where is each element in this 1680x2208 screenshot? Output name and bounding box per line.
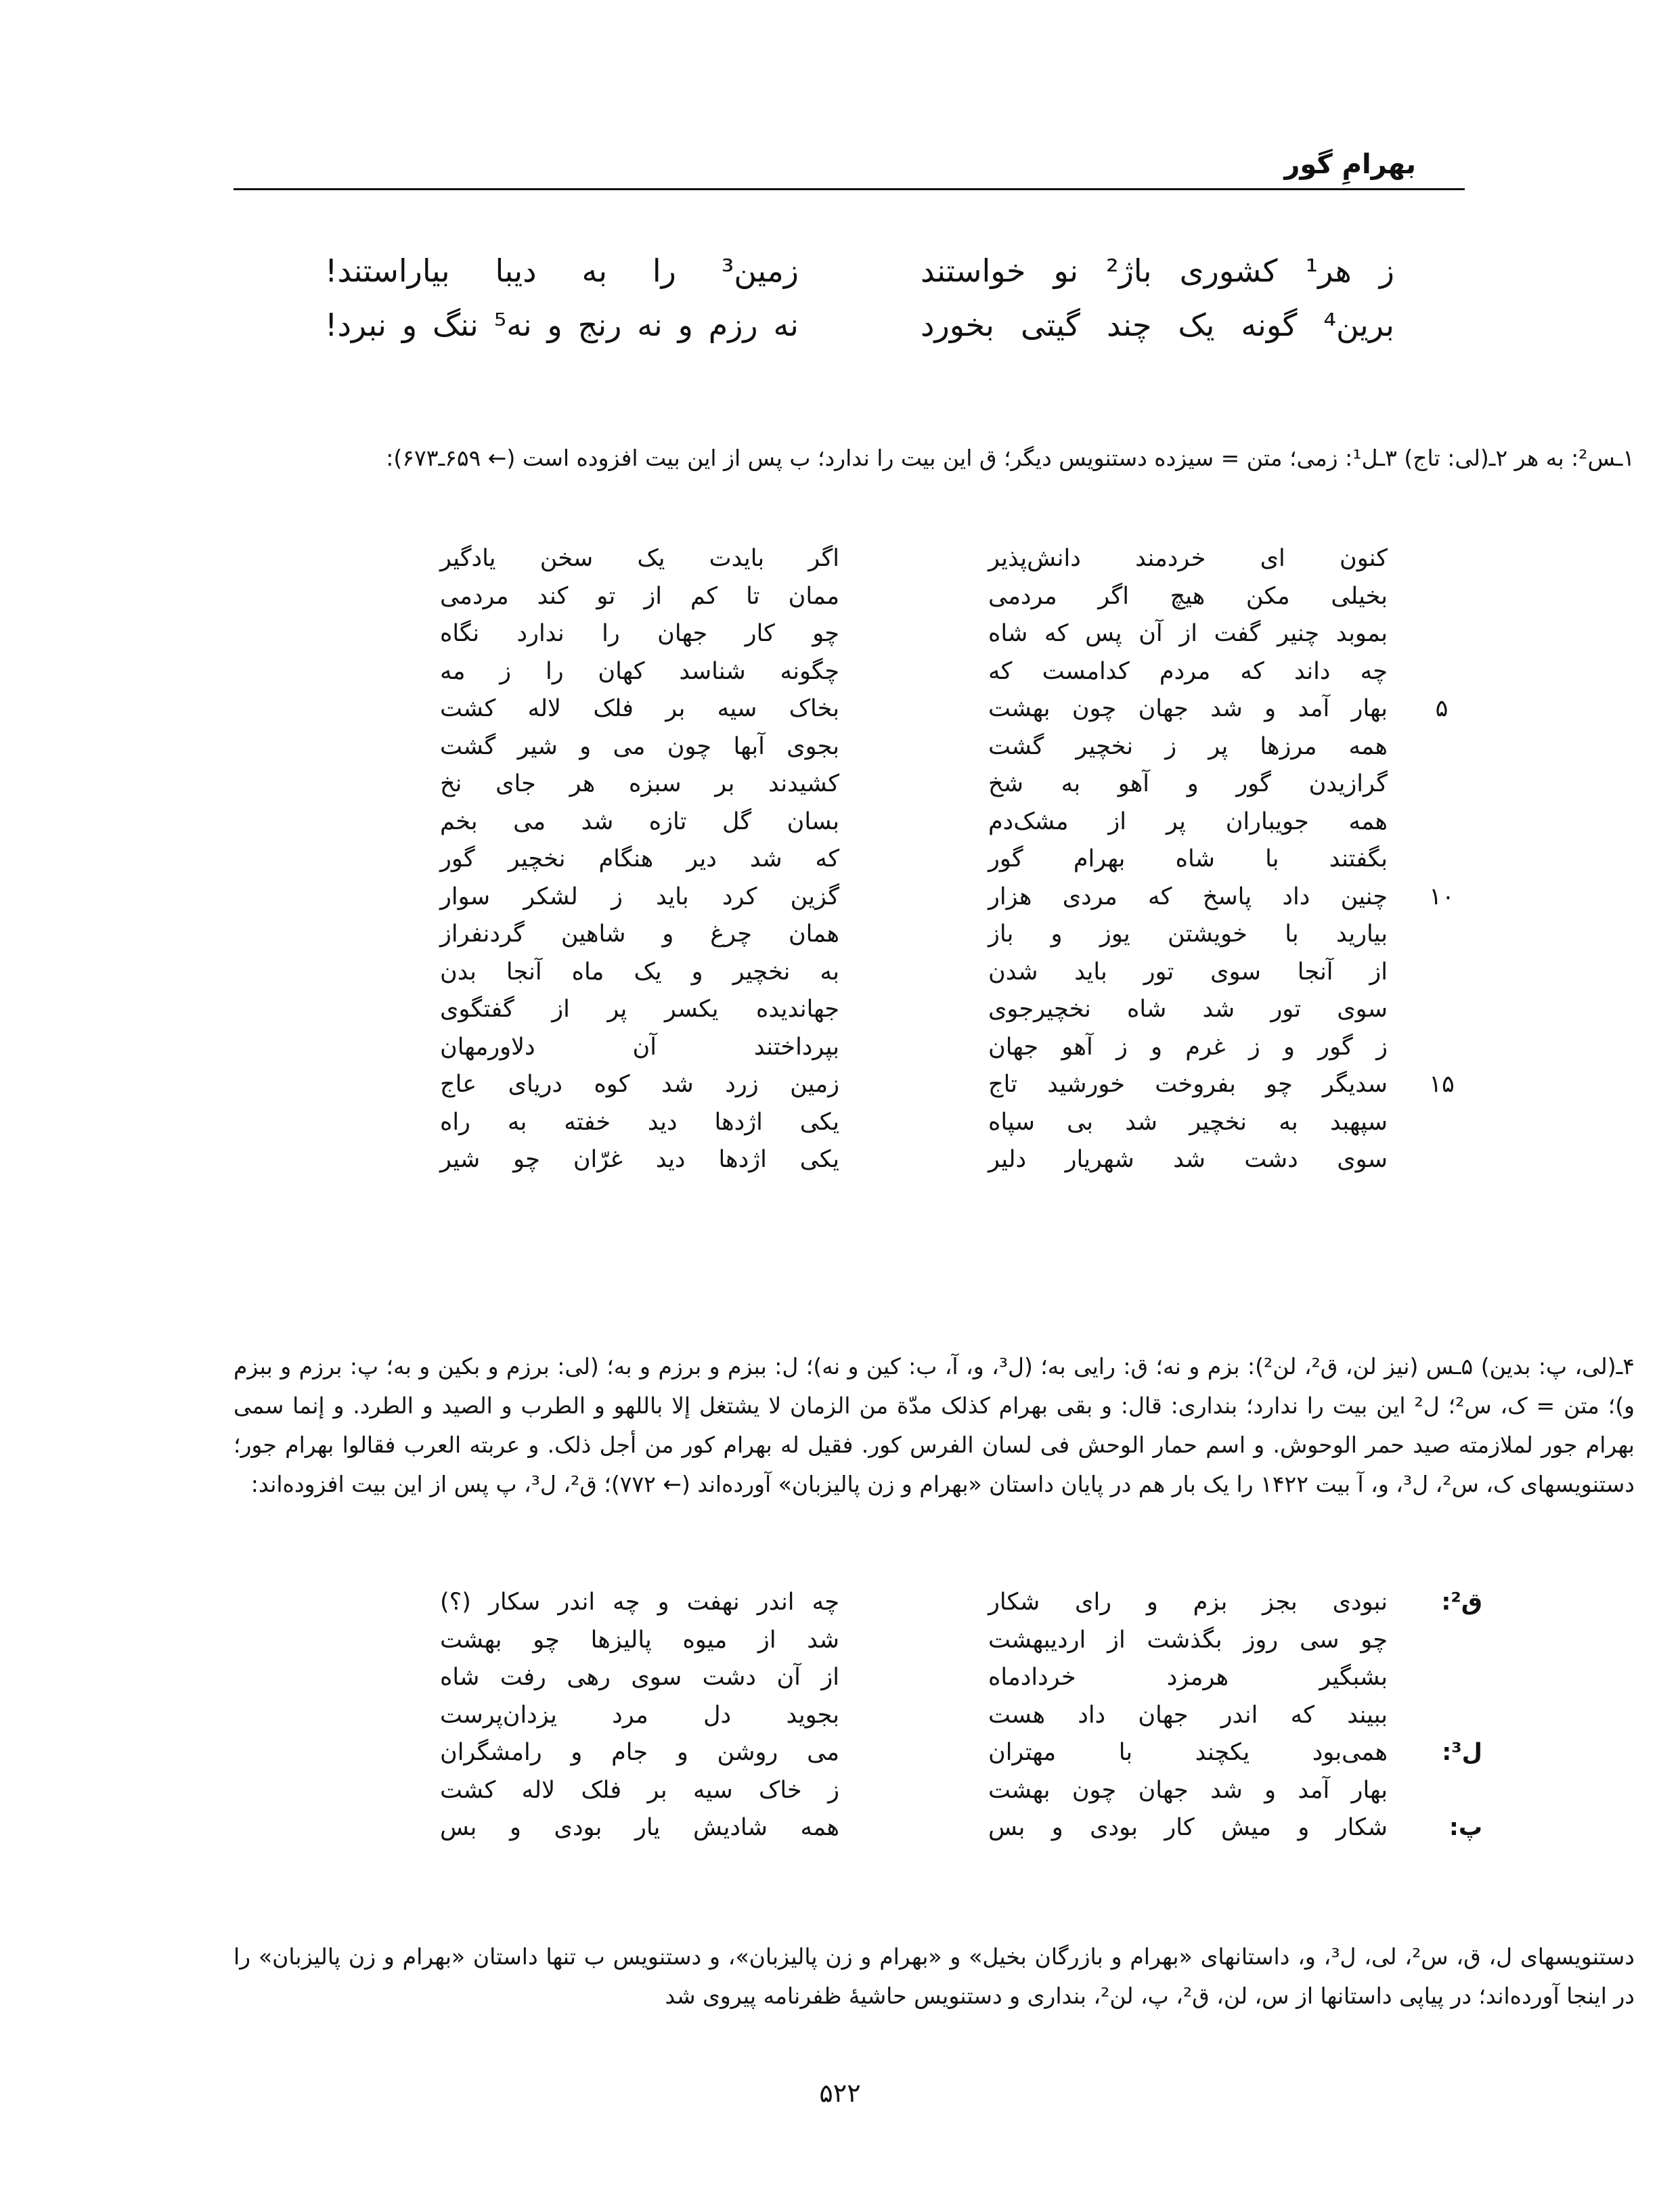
header-rule — [234, 188, 1465, 190]
verse-row — [440, 1697, 1388, 1735]
hemistich-right: بهار آمد و شد جهان چون بهشت — [988, 695, 1388, 722]
verse-row — [440, 1659, 1388, 1697]
couplet — [325, 298, 1394, 352]
hemistich-right: سوی دشت شد شهریار دلیر — [988, 1146, 1388, 1173]
hemistich-left: یکی اژدها دید خفته به راه — [440, 1108, 839, 1136]
verse-row — [440, 1622, 1388, 1660]
hemistich-right: چه داند که مردم کدامست که — [988, 657, 1388, 685]
hemistich-right: بموبد چنیر گفت از آن پس که شاه — [988, 620, 1388, 647]
hemistich-left: چه اندر نهفت و چه اندر سکار (؟) — [440, 1589, 839, 1616]
hemistich-right: سوی تور شد شاه نخچیرجوی — [988, 996, 1388, 1023]
hemistich-left: چو کار جهان را ندارد نگاه — [440, 620, 839, 647]
hemistich-right: همه جویباران پر از مشک‌دم — [988, 808, 1388, 835]
verse-row — [440, 916, 1388, 954]
verse-row — [440, 615, 1388, 653]
verse-row — [440, 954, 1388, 992]
hemistich-left: از آن دشت سوی رهی رفت شاه — [440, 1664, 839, 1691]
hemistich-right: ببیند که اندر جهان داد هست — [988, 1701, 1388, 1729]
hemistich-right: از آنجا سوی تور باید شدن — [988, 958, 1388, 986]
hemistich-right: بشبگیر هرمزد خردادماه — [988, 1664, 1388, 1691]
verse-row — [440, 991, 1388, 1029]
hemistich-left: بپرداختند آن دلاورمهان — [440, 1033, 839, 1061]
verse-row — [440, 766, 1388, 803]
hemistich-right: چو سی روز بگذشت از اردیبهشت — [988, 1626, 1388, 1654]
verse-row — [440, 1066, 1455, 1104]
verse-row — [440, 540, 1388, 578]
hemistich-left: زمین³ را به دیبا بیاراستند! — [325, 252, 799, 289]
verse-row — [440, 653, 1388, 691]
hemistich-left: کشیدند بر سبزه هر جای نخ — [440, 770, 839, 797]
hemistich-left: اگر بایدت یک سخن یادگیر — [440, 545, 839, 572]
hemistich-right: چنین داد پاسخ که مردی هزار — [988, 883, 1388, 910]
hemistich-left: بجوید دل مرد یزدان‌پرست — [440, 1701, 839, 1729]
verse-row — [440, 690, 1449, 728]
hemistich-right: ز هر¹ کشوری باژ² نو خواستند — [921, 252, 1394, 289]
hemistich-right: همه مرزها پر ز نخچیر گشت — [988, 732, 1388, 760]
hemistich-right: کنون ای خردمند دانش‌پذیر — [988, 545, 1388, 572]
hemistich-right: شکار و میش کار بودی و بس — [988, 1814, 1388, 1841]
hemistich-left: شد از میوه پالیزها چو بهشت — [440, 1626, 839, 1654]
couplet — [325, 244, 1394, 298]
hemistich-right: گرازیدن گور و آهو به شخ — [988, 770, 1388, 797]
verse-row — [440, 879, 1455, 917]
added-verses-block-2 — [440, 1584, 1482, 1847]
hemistich-right: ز گور و ز غرم و ز آهو جهان — [988, 1033, 1388, 1061]
hemistich-right: بهار آمد و شد جهان چون بهشت — [988, 1776, 1388, 1804]
hemistich-left: که شد دیر هنگام نخچیر گور — [440, 845, 839, 873]
verse-row — [440, 1141, 1388, 1179]
hemistich-left: گزین کرد باید ز لشکر سوار — [440, 883, 839, 910]
hemistich-left: ممان تا کم از تو کند مردمی — [440, 582, 839, 610]
hemistich-left: یکی اژدها دید غرّان چو شیر — [440, 1146, 839, 1173]
manuscript-label: ل³: — [1442, 1739, 1482, 1766]
hemistich-right: بیارید با خویشتن یوز و باز — [988, 921, 1388, 948]
main-couplets — [325, 244, 1394, 352]
verse-row — [440, 1734, 1482, 1772]
verse-number: ۱۵ — [1429, 1071, 1455, 1098]
verse-row — [440, 1104, 1388, 1142]
hemistich-left: بسان گل تازه شد می بخم — [440, 808, 839, 835]
verse-row — [440, 803, 1388, 841]
verse-row — [440, 1809, 1482, 1847]
hemistich-left: بخاک سیه بر فلک لاله کشت — [440, 695, 839, 722]
manuscript-label: ق²: — [1441, 1589, 1482, 1616]
hemistich-left: همان چرغ و شاهین گردنفراز — [440, 921, 839, 948]
verse-row — [440, 728, 1388, 766]
hemistich-left: نه رزم و نه رنج و نه⁵ ننگ و نبرد! — [325, 307, 799, 343]
hemistich-left: ز خاک سیه بر فلک لاله کشت — [440, 1776, 839, 1804]
footnote-1: ۱ـس²: به هر ۲ـ(لی: تاج) ۳ـل¹: زمی؛ متن = سیزده دستنویس دیگر؛ ق این بیت را ندارد؛ ب پس از این بیت افزوده است (← ۶۵۹ـ۶۷۳): — [386, 445, 1635, 471]
hemistich-left: می روشن و جام و رامشگران — [440, 1739, 839, 1766]
verse-row — [440, 1584, 1482, 1622]
hemistich-left: جهاندیده یکسر پر از گفتگوی — [440, 996, 839, 1023]
hemistich-right: سدیگر چو بفروخت خورشید تاج — [988, 1071, 1388, 1098]
hemistich-right: بگفتند با شاه بهرام گور — [988, 845, 1388, 873]
hemistich-left: چگونه شناسد کهان را ز مه — [440, 657, 839, 685]
added-verses-block-1 — [440, 540, 1455, 1179]
footnote-2: ۴ـ(لی، پ: بدین) ۵ـس (نیز لن، ق²، لن²): بزم و نه؛ ق: رایی به؛ (ل³، و، آ، ب: کین و نه)؛ ل: ببزم و برزم و به؛ (لی: برزم و بکین و به؛ پ: برزم و ببزم و)؛ متن = ک، س²؛ ل² این بیت را ندارد؛ بنداری: قال: و بقی بهرام کذلک مدّة من الزمان لا یشتغل إلا باللهو و الطرب و الصید و الطرد. و إنما سمی بهرام جور لملازمته صید حمر الوحوش. و اسم حمار الوحش فی لسان الفرس کور. فقیل له بهرام کور من أجل ذلک. و عربته العرب فقالوا بهرام جور؛ دستنویسهای ک، س²، ل³، و، آ بیت ۱۴۲۲ را یک بار هم در پایان داستان «بهرام و زن پالیزبان» آورده‌اند (← ۷۷۲)؛ ق²، ل³، پ پس از این بیت افزوده‌اند: — [234, 1353, 1635, 1497]
verse-number: ۵ — [1435, 695, 1449, 722]
hemistich-right: همی‌بود یکچند با مهتران — [988, 1739, 1388, 1766]
hemistich-left: بجوی آبها چون می و شیر گشت — [440, 732, 839, 760]
hemistich-left: همه شادیش یار بودی و بس — [440, 1814, 839, 1841]
verse-row — [440, 841, 1388, 879]
verse-row — [440, 1029, 1388, 1067]
footnote-3: دستنویسهای ل، ق، س²، لی، ل³، و، داستانهای «بهرام و بازرگان بخیل» و «بهرام و زن پالیزبان»، و دستنویس ب تنها داستان «بهرام و زن پالیزبان» را در اینجا آورده‌اند؛ در پیاپی داستانها از س، لن، ق²، پ، لن²، بنداری و دستنویس حاشیهٔ ظفرنامه پیروی شد — [234, 1943, 1635, 2009]
hemistich-right: برین⁴ گونه یک چند گیتی بخورد — [921, 307, 1394, 343]
hemistich-right: بخیلی مکن هیچ اگر مردمی — [988, 582, 1388, 610]
verse-number: ۱۰ — [1429, 883, 1455, 910]
hemistich-right: نبودی بجز بزم و رای شکار — [988, 1589, 1388, 1616]
manuscript-label: پ: — [1449, 1814, 1482, 1841]
verse-row — [440, 1772, 1388, 1810]
page-number: ۵۲۲ — [819, 2078, 861, 2108]
hemistich-right: سپهبد به نخچیر شد بی سپاه — [988, 1108, 1388, 1136]
hemistich-left: زمین زرد شد کوه دریای عاج — [440, 1071, 839, 1098]
running-header-title: بهرامِ گور — [1284, 149, 1416, 180]
hemistich-left: به نخچیر و یک ماه آنجا بدن — [440, 958, 839, 986]
verse-row — [440, 578, 1388, 616]
